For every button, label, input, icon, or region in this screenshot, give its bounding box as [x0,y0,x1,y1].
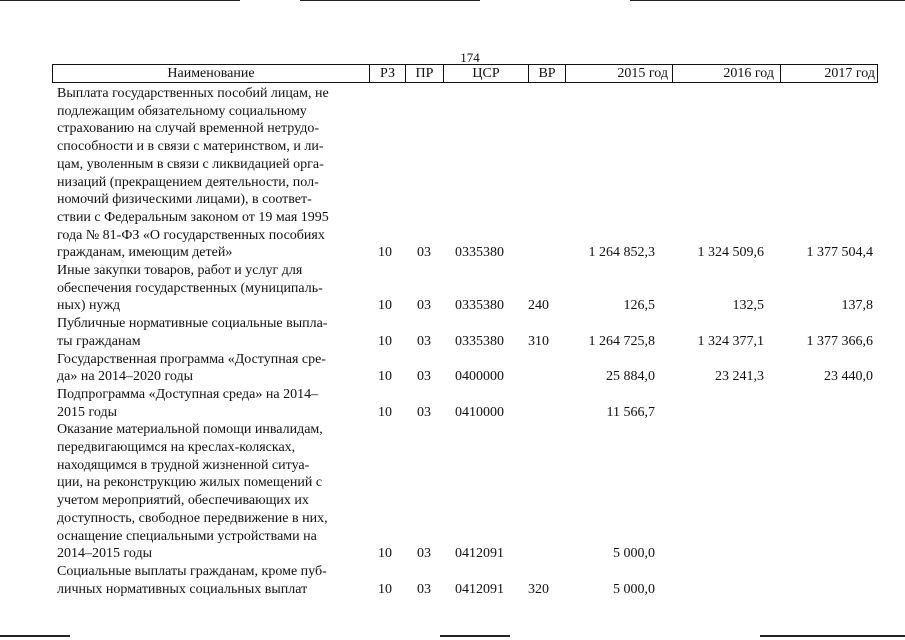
header-2017: 2017 год [824,66,875,81]
scan-edge-line [630,0,905,1]
row-name-line: ных) нужд [57,298,121,314]
table-row [57,386,877,421]
row-name-line: 2014–2015 годы [57,546,153,562]
cell-2016: 23 241,3 [715,369,764,385]
row-name-line: года № 81-ФЗ «О государственных пособиях [57,227,325,243]
cell-rz: 10 [378,245,392,261]
cell-2015: 1 264 852,3 [588,245,655,261]
row-name [57,351,362,386]
cell-pr: 03 [417,546,431,562]
row-name [57,421,362,563]
scan-edge-line [0,635,70,637]
cell-2017: 23 440,0 [824,369,873,385]
cell-2015: 25 884,0 [606,369,655,385]
row-name-line: Государственная программа «Доступная сре- [57,351,326,367]
cell-rz: 10 [378,298,392,314]
table-header [52,64,878,83]
cell-pr: 03 [417,404,431,420]
row-name-line: гражданам, имеющим детей» [57,245,233,261]
header-name: Наименование [53,65,370,82]
row-name-line: Выплата государственных пособий лицам, не [57,86,329,101]
cell-2016: 132,5 [732,298,764,314]
cell-2015: 5 000,0 [613,581,655,597]
cell-csr: 0412091 [455,546,504,562]
row-name-line: ты гражданам [57,333,141,349]
cell-csr: 0412091 [455,581,504,597]
budget-table-body [57,85,877,598]
cell-vr: 310 [528,333,549,349]
cell-pr: 03 [417,581,431,597]
cell-2016: 1 324 377,1 [697,333,764,349]
cell-rz: 10 [378,546,392,562]
table-row [57,315,877,350]
row-name-line: ствии с Федеральным законом от 19 мая 1995 [57,209,329,225]
cell-pr: 03 [417,369,431,385]
cell-2015: 1 264 725,8 [588,333,655,349]
row-name-line: Публичные нормативные социальные выпла- [57,316,328,332]
cell-rz: 10 [378,333,392,349]
header-rz: РЗ [370,65,406,82]
header-2015: 2015 год [566,65,673,82]
cell-2015: 126,5 [623,298,655,314]
header-pr: ПР [406,65,444,82]
scan-edge-line [300,0,480,1]
cell-2015: 5 000,0 [613,546,655,562]
cell-csr: 0400000 [455,369,504,385]
row-name-line: низаций (прекращением деятельности, пол- [57,174,319,190]
row-name-line: страхованию на случай временной нетрудо- [57,121,320,137]
table-row [57,563,877,598]
cell-vr: 320 [528,581,549,597]
scan-edge-line [440,635,510,637]
table-row [57,351,877,386]
row-name-line: находящимся в трудной жизненной ситуа- [57,457,310,473]
row-name-line: способности и в связи с материнством, и ли- [57,139,324,155]
cell-rz: 10 [378,404,392,420]
table-row [57,85,877,262]
cell-rz: 10 [378,369,392,385]
cell-2017: 1 377 504,4 [806,245,873,261]
row-name [57,262,362,315]
cell-csr: 0335380 [455,333,504,349]
header-csr: ЦСР [444,65,529,82]
cell-rz: 10 [378,581,392,597]
cell-csr: 0335380 [455,298,504,314]
row-name-line: передвигающимся на креслах-колясках, [57,440,296,456]
cell-pr: 03 [417,333,431,349]
row-name-line: цам, уволенным в связи с ликвидацией орга- [57,156,324,172]
row-name-line: доступность, свободное передвижение в них, [57,510,328,526]
row-name-line: Социальные выплаты гражданам, кроме пуб- [57,563,327,579]
row-name [57,386,362,421]
row-name-line: учетом мероприятий, обеспечивающих их [57,493,309,509]
row-name-line: оснащение специальными устройствами на [57,528,317,544]
row-name-line: ции, на реконструкцию жилых помещений с [57,475,323,491]
cell-pr: 03 [417,245,431,261]
row-name-line: Подпрограмма «Доступная среда» на 2014– [57,386,319,402]
cell-csr: 0410000 [455,404,504,420]
row-name-line: обеспечения государственных (муниципаль- [57,280,323,296]
row-name [57,563,362,598]
row-name [57,85,362,262]
row-name-line: да» на 2014–2020 годы [57,369,194,385]
row-name-line: номочий физическими лицами), в соответ- [57,192,312,208]
cell-pr: 03 [417,298,431,314]
table-row [57,421,877,563]
row-name-line: личных нормативных социальных выплат [57,581,308,597]
row-name-line: подлежащим обязательному социальному [57,103,307,119]
cell-2016: 1 324 509,6 [697,245,764,261]
cell-2017: 1 377 366,6 [806,333,873,349]
row-name-line: Оказание материальной помощи инвалидам, [57,422,323,438]
scan-edge-line [760,635,905,637]
cell-2015: 11 566,7 [606,404,655,420]
cell-2017: 137,8 [841,298,873,314]
cell-csr: 0335380 [455,245,504,261]
header-2016: 2016 год [673,65,781,82]
row-name-line: Иные закупки товаров, работ и услуг для [57,263,303,279]
cell-vr: 240 [528,298,549,314]
table-row [57,262,877,315]
row-name-line: 2015 годы [57,404,118,420]
page-number: 174 [460,50,480,65]
header-vr: ВР [529,65,566,82]
scan-edge-line [0,0,240,1]
row-name [57,315,362,350]
